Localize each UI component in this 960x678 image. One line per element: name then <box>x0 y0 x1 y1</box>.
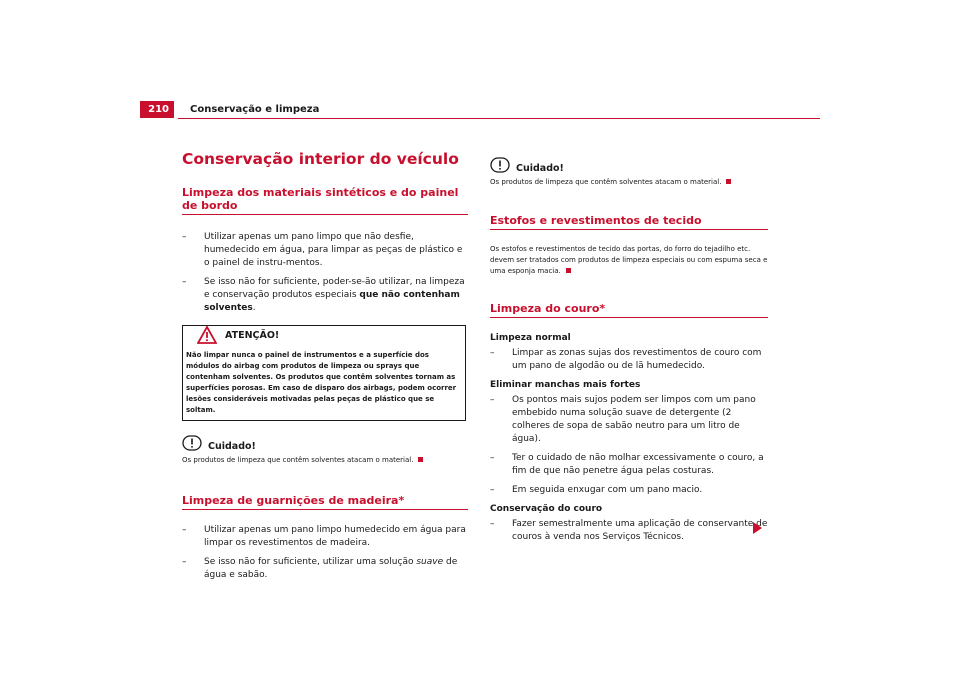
synthetic-bullets <box>182 231 468 315</box>
subheading-strong-stains: Eliminar manchas mais fortes <box>490 380 641 390</box>
warning-text: Não limpar nunca o painel de instrumentos e a superfície dos módulos do airbag com produtos de limpeza ou sprays que contenham solventes. Os produtos que contêm solventes tornam as superfícies porosas. Em caso de disparo dos airbags, podem ocorrer lesões consideráveis motivadas pelas peças de plástico que se soltam. <box>186 351 457 414</box>
warning-box <box>182 325 466 421</box>
end-of-section-square <box>418 457 423 462</box>
left-column <box>182 150 468 588</box>
section-title-synthetic: Limpeza dos materiais sintéticos e do painel de bordo <box>182 186 468 215</box>
warning-title: ATENÇÃO! <box>225 329 280 341</box>
continue-arrow-icon <box>753 522 762 534</box>
caution-text: Os produtos de limpeza que contêm solventes atacam o material. <box>182 455 468 466</box>
leather-normal-bullets <box>490 347 768 373</box>
warning-header <box>183 326 465 350</box>
caution-title: Cuidado! <box>208 441 256 452</box>
caution-block <box>182 433 468 466</box>
end-of-section-square <box>566 268 571 273</box>
section-title-leather: Limpeza do couro* <box>490 302 768 318</box>
section-header-title: Conservação e limpeza <box>190 104 320 115</box>
subheading-leather-care: Conservação do couro <box>490 504 603 514</box>
list-item: – Ter o cuidado de não molhar excessivamente o couro, a fim de que não penetre água pelas costuras. <box>490 453 764 476</box>
caution-text: Os produtos de limpeza que contêm solventes atacam o material. <box>490 177 768 188</box>
section-title-wood: Limpeza de guarnições de madeira* <box>182 494 468 510</box>
list-item: – Se isso não for suficiente, poder-se-ão utilizar, na limpeza e conservação produtos especiais que não contenham solventes. <box>182 277 465 313</box>
header-rule <box>178 118 820 119</box>
page-title: Conservação interior do veículo <box>182 150 459 168</box>
list-item: – Utilizar apenas um pano limpo humedecido em água para limpar os revestimentos de madeira. <box>182 525 466 548</box>
wood-bullets <box>182 524 468 582</box>
list-item: – Limpar as zonas sujas dos revestimentos de couro com um pano de algodão ou de lã humedecido. <box>490 348 762 371</box>
list-item: – Os pontos mais sujos podem ser limpos com um pano embebido numa solução suave de detergente (2 colheres de sopa de sabão neutro para um litro de água). <box>490 395 756 444</box>
list-item: – Utilizar apenas um pano limpo que não desfie, humedecido em água, para limpar as peças de plástico e o painel de instru-mentos. <box>182 232 463 268</box>
fabric-text: Os estofos e revestimentos de tecido das portas, do forro do tejadilho etc. devem ser tratados com produtos de limpeza especiais ou com espuma seca e uma esponja macia. <box>490 245 768 275</box>
subheading-normal-cleaning: Limpeza normal <box>490 333 571 343</box>
warning-triangle-icon <box>197 326 217 344</box>
end-of-section-square <box>726 179 731 184</box>
exclamation-circle-icon <box>182 435 202 451</box>
right-column <box>490 155 768 550</box>
list-item: – Se isso não for suficiente, utilizar uma solução suave de água e sabão. <box>182 557 458 580</box>
caution-block <box>490 155 768 188</box>
page-number: 210 <box>140 101 174 118</box>
caution-header <box>490 155 768 174</box>
leather-stain-bullets <box>490 394 768 497</box>
section-title-fabric: Estofos e revestimentos de tecido <box>490 214 768 230</box>
caution-header <box>182 433 468 452</box>
leather-care-bullets <box>490 518 768 544</box>
list-item: – Em seguida enxugar com um pano macio. <box>490 485 703 495</box>
caution-title: Cuidado! <box>516 163 564 174</box>
list-item: – Fazer semestralmente uma aplicação de conservante de couros à venda nos Serviços Técnicos. <box>490 519 768 542</box>
exclamation-circle-icon <box>490 157 510 173</box>
